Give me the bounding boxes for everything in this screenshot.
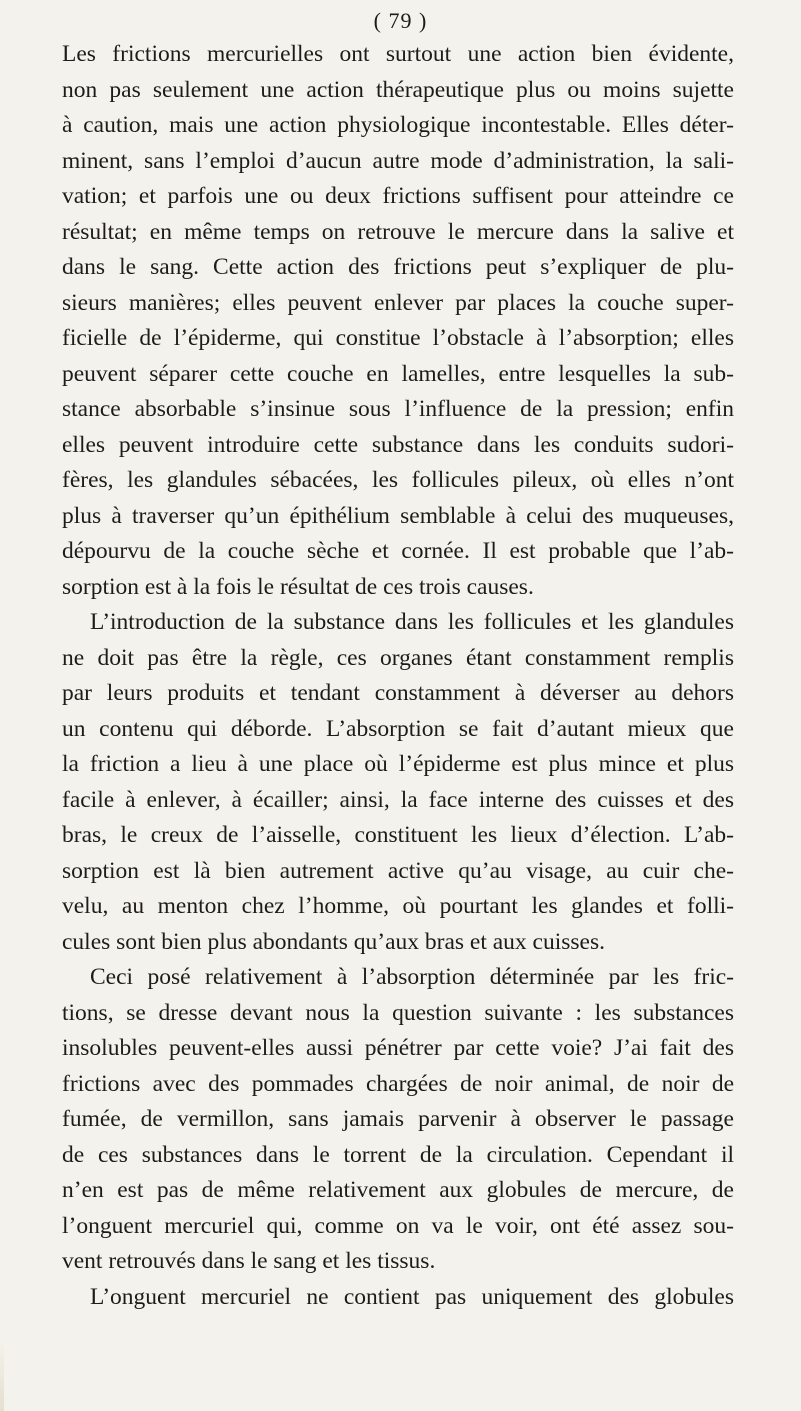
text-line: de ces substances dans le torrent de la circulation. Cependant il (62, 1141, 734, 1168)
body-text (62, 37, 734, 1315)
text-line: vation; et parfois une ou deux frictions suffisent pour atteindre ce (62, 183, 734, 209)
text-line: dans le sang. Cette action des frictions peut s’expliquer de plu- (62, 254, 734, 280)
text-line: la friction a lieu à une place où l’épiderme est plus mince et plus (62, 751, 734, 777)
text-line: à caution, mais une action physiologique incontestable. Elles déter- (62, 112, 734, 138)
text-line: peuvent séparer cette couche en lamelles, entre lesquelles la sub- (62, 360, 734, 387)
text-line: elles peuvent introduire cette substance dans les conduits sudori- (62, 431, 734, 458)
text-line: sieurs manières; elles peuvent enlever par places la couche super- (62, 289, 734, 316)
text-line: n’en est pas de même relativement aux globules de mercure, de (62, 1177, 734, 1203)
text-line: stance absorbable s’insinue sous l’influence de la pression; enfin (62, 396, 734, 422)
text-line: facile à enlever, à écailler; ainsi, la face interne des cuisses et des (62, 786, 734, 813)
text-line: plus à traverser qu’un épithélium semblable à celui des muqueuses, (62, 502, 734, 529)
page-number: ( 79 ) (373, 8, 428, 33)
scan-edge-mark (0, 1340, 4, 1411)
text-line: dépourvu de la couche sèche et cornée. Il est probable que l’ab- (62, 538, 734, 564)
text-line: Les frictions mercurielles ont surtout une action bien évidente, (62, 41, 734, 67)
text-line: ficielle de l’épiderme, qui constitue l’obstacle à l’absorption; elles (62, 325, 734, 351)
text-line: l’onguent mercuriel qui, comme on va le voir, ont été assez sou- (62, 1212, 734, 1239)
text-line: bras, le creux de l’aisselle, constituent les lieux d’élection. L’ab- (62, 822, 734, 848)
text-line: velu, au menton chez l’homme, où pourtant les glandes et folli- (62, 893, 734, 919)
text-line: vent retrouvés dans le sang et les tissus. (62, 1248, 436, 1274)
text-line: L’introduction de la substance dans les follicules et les glandules (90, 609, 734, 635)
text-line: insolubles peuvent-elles aussi pénétrer par cette voie? J’ai fait des (62, 1035, 734, 1061)
text-line: Ceci posé relativement à l’absorption déterminée par les fric- (90, 964, 734, 990)
text-line: fumée, de vermillon, sans jamais parvenir à observer le passage (62, 1106, 734, 1132)
text-line: cules sont bien plus abondants qu’aux bras et aux cuisses. (62, 928, 606, 955)
text-line: par leurs produits et tendant constamment à déverser au dehors (62, 680, 734, 706)
text-line: ne doit pas être la règle, ces organes étant constamment remplis (62, 644, 734, 671)
text-line: L’onguent mercuriel ne contient pas uniquement des globules (90, 1283, 734, 1310)
text-line: sorption est à la fois le résultat de ces trois causes. (62, 573, 534, 600)
text-line: résultat; en même temps on retrouve le mercure dans la salive et (62, 218, 734, 245)
text-line: minent, sans l’emploi d’aucun autre mode d’administration, la sali- (62, 147, 734, 174)
text-line: fères, les glandules sébacées, les follicules pileux, où elles n’ont (62, 467, 734, 493)
text-line: frictions avec des pommades chargées de noir animal, de noir de (62, 1070, 734, 1097)
text-line: tions, se dresse devant nous la question suivante : les substances (62, 999, 734, 1026)
text-line: un contenu qui déborde. L’absorption se fait d’autant mieux que (62, 715, 734, 742)
text-line: sorption est là bien autrement active qu’au visage, au cuir che- (62, 857, 734, 884)
text-line: non pas seulement une action thérapeutique plus ou moins sujette (62, 76, 734, 103)
